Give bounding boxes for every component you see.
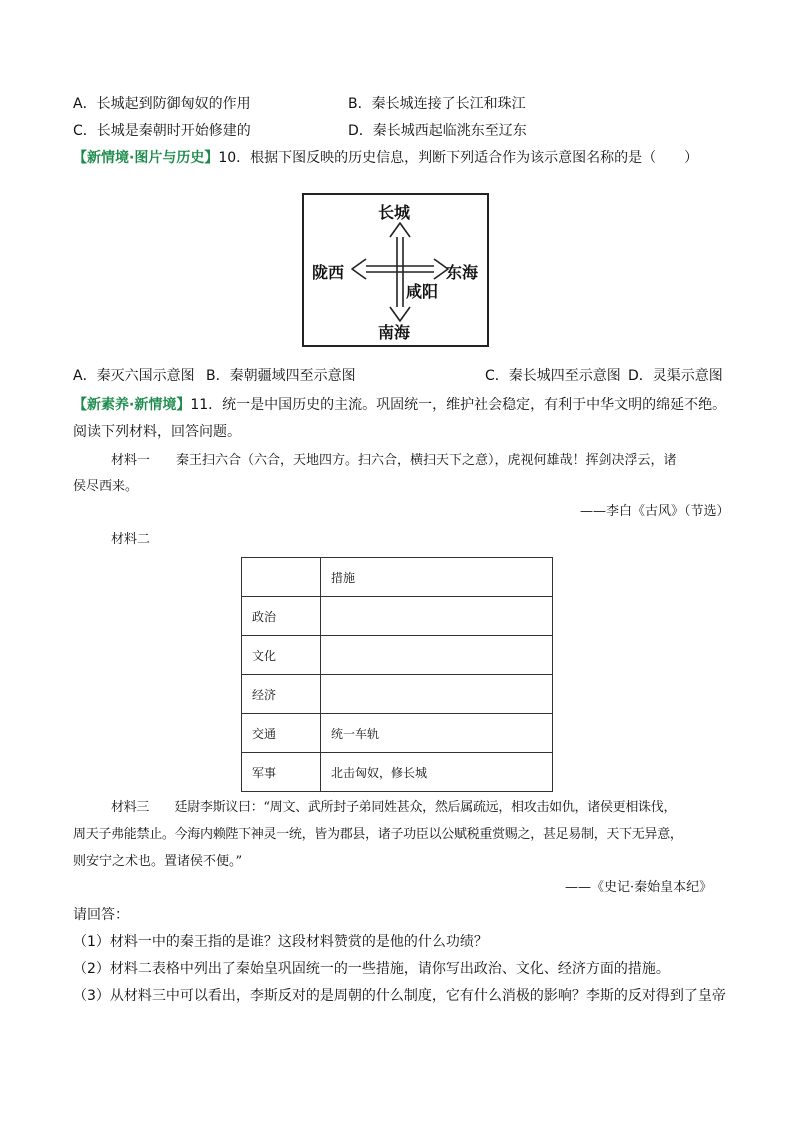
diagram-label-east: 东海 [446, 263, 479, 282]
table-cell-measure: 北击匈奴，修长城 [321, 753, 553, 792]
sub-question-2: （2）材料二表格中列出了秦始皇巩固统一的一些措施，请你写出政治、文化、经济方面的措施。 [73, 961, 670, 977]
table-cell-measure [321, 636, 553, 675]
diagram-label-west: 陇西 [312, 263, 345, 282]
table-header-cell [242, 558, 321, 597]
table-cell-category: 政治 [242, 597, 321, 636]
q9-option-a: A．长城起到防御匈奴的作用 [73, 96, 251, 112]
table-row [242, 597, 553, 636]
table-cell-measure [321, 597, 553, 636]
sub-question-1: （1）材料一中的秦王指的是谁？这段材料赞赏的是他的什么功绩？ [73, 934, 488, 950]
material-1-line-2: 侯尽西来。 [73, 479, 139, 494]
material-3-line-3: 则安宁之术也。置诸侯不便。” [73, 854, 243, 869]
q9-option-b: B．秦长城连接了长江和珠江 [348, 96, 526, 112]
diagram-label-center: 咸阳 [406, 282, 439, 301]
diagram-label-north: 长城 [378, 203, 411, 222]
q10-stem: 10．根据下图反映的历史信息，判断下列适合作为该示意图名称的是（ ） [218, 150, 699, 166]
table-header-cell: 措施 [321, 558, 553, 597]
q11-tag: 【新素养·新情境】 [73, 397, 191, 413]
q10-option-c: C．秦长城四至示意图 [485, 368, 621, 384]
table-cell-category: 军事 [242, 753, 321, 792]
table-cell-measure [321, 675, 553, 714]
measures-table [241, 557, 553, 792]
material-1-line-1: 材料一 秦王扫六合（六合，天地四方。扫六合，横扫天下之意），虎视何雄哉！挥剑决浮云，诸 [111, 453, 677, 468]
q10-option-b: B．秦朝疆域四至示意图 [206, 368, 356, 384]
material-2-label: 材料二 [111, 532, 151, 547]
table-header-row [242, 558, 553, 597]
q10-tag: 【新情境·图片与历史】 [73, 150, 219, 166]
table-row [242, 636, 553, 675]
q10-stem-line [73, 149, 698, 167]
table-row [242, 675, 553, 714]
table-cell-category: 经济 [242, 675, 321, 714]
q11-stem: 11．统一是中国历史的主流。巩固统一，维护社会稳定，有利于中华文明的绵延不绝。 [190, 397, 727, 413]
material-3-line-1: 材料三 廷尉李斯议曰：“周文、武所封子弟同姓甚众，然后属疏远，相攻击如仇，诸侯更相诛伐， [111, 800, 677, 815]
table-cell-category: 文化 [242, 636, 321, 675]
diagram-label-south: 南海 [378, 323, 411, 342]
q10-option-a: A．秦灭六国示意图 [73, 368, 195, 384]
table-cell-measure: 统一车轨 [321, 714, 553, 753]
table-row [242, 714, 553, 753]
material-1-source: ——李白《古风》（节选） [580, 504, 730, 519]
territory-diagram [302, 193, 489, 347]
answer-prompt: 请回答： [73, 907, 129, 923]
sub-question-3: （3）从材料三中可以看出，李斯反对的是周朝的什么制度，它有什么消极的影响？李斯的反对得到了皇帝 [73, 988, 726, 1004]
q11-instruction: 阅读下列材料，回答问题。 [73, 424, 241, 440]
table-cell-category: 交通 [242, 714, 321, 753]
q9-option-d: D．秦长城西起临洮东至辽东 [348, 123, 527, 139]
q10-option-d: D．灵渠示意图 [628, 368, 723, 384]
q11-stem-line [73, 396, 726, 414]
q9-option-c: C．长城是秦朝时开始修建的 [73, 123, 251, 139]
table-row [242, 753, 553, 792]
material-3-source: ——《史记·秦始皇本纪》 [565, 880, 713, 895]
material-3-line-2: 周天子弗能禁止。今海内赖陛下神灵一统，皆为郡县，诸子功臣以公赋税重赏赐之，甚足易制，天下无异意， [73, 827, 683, 842]
